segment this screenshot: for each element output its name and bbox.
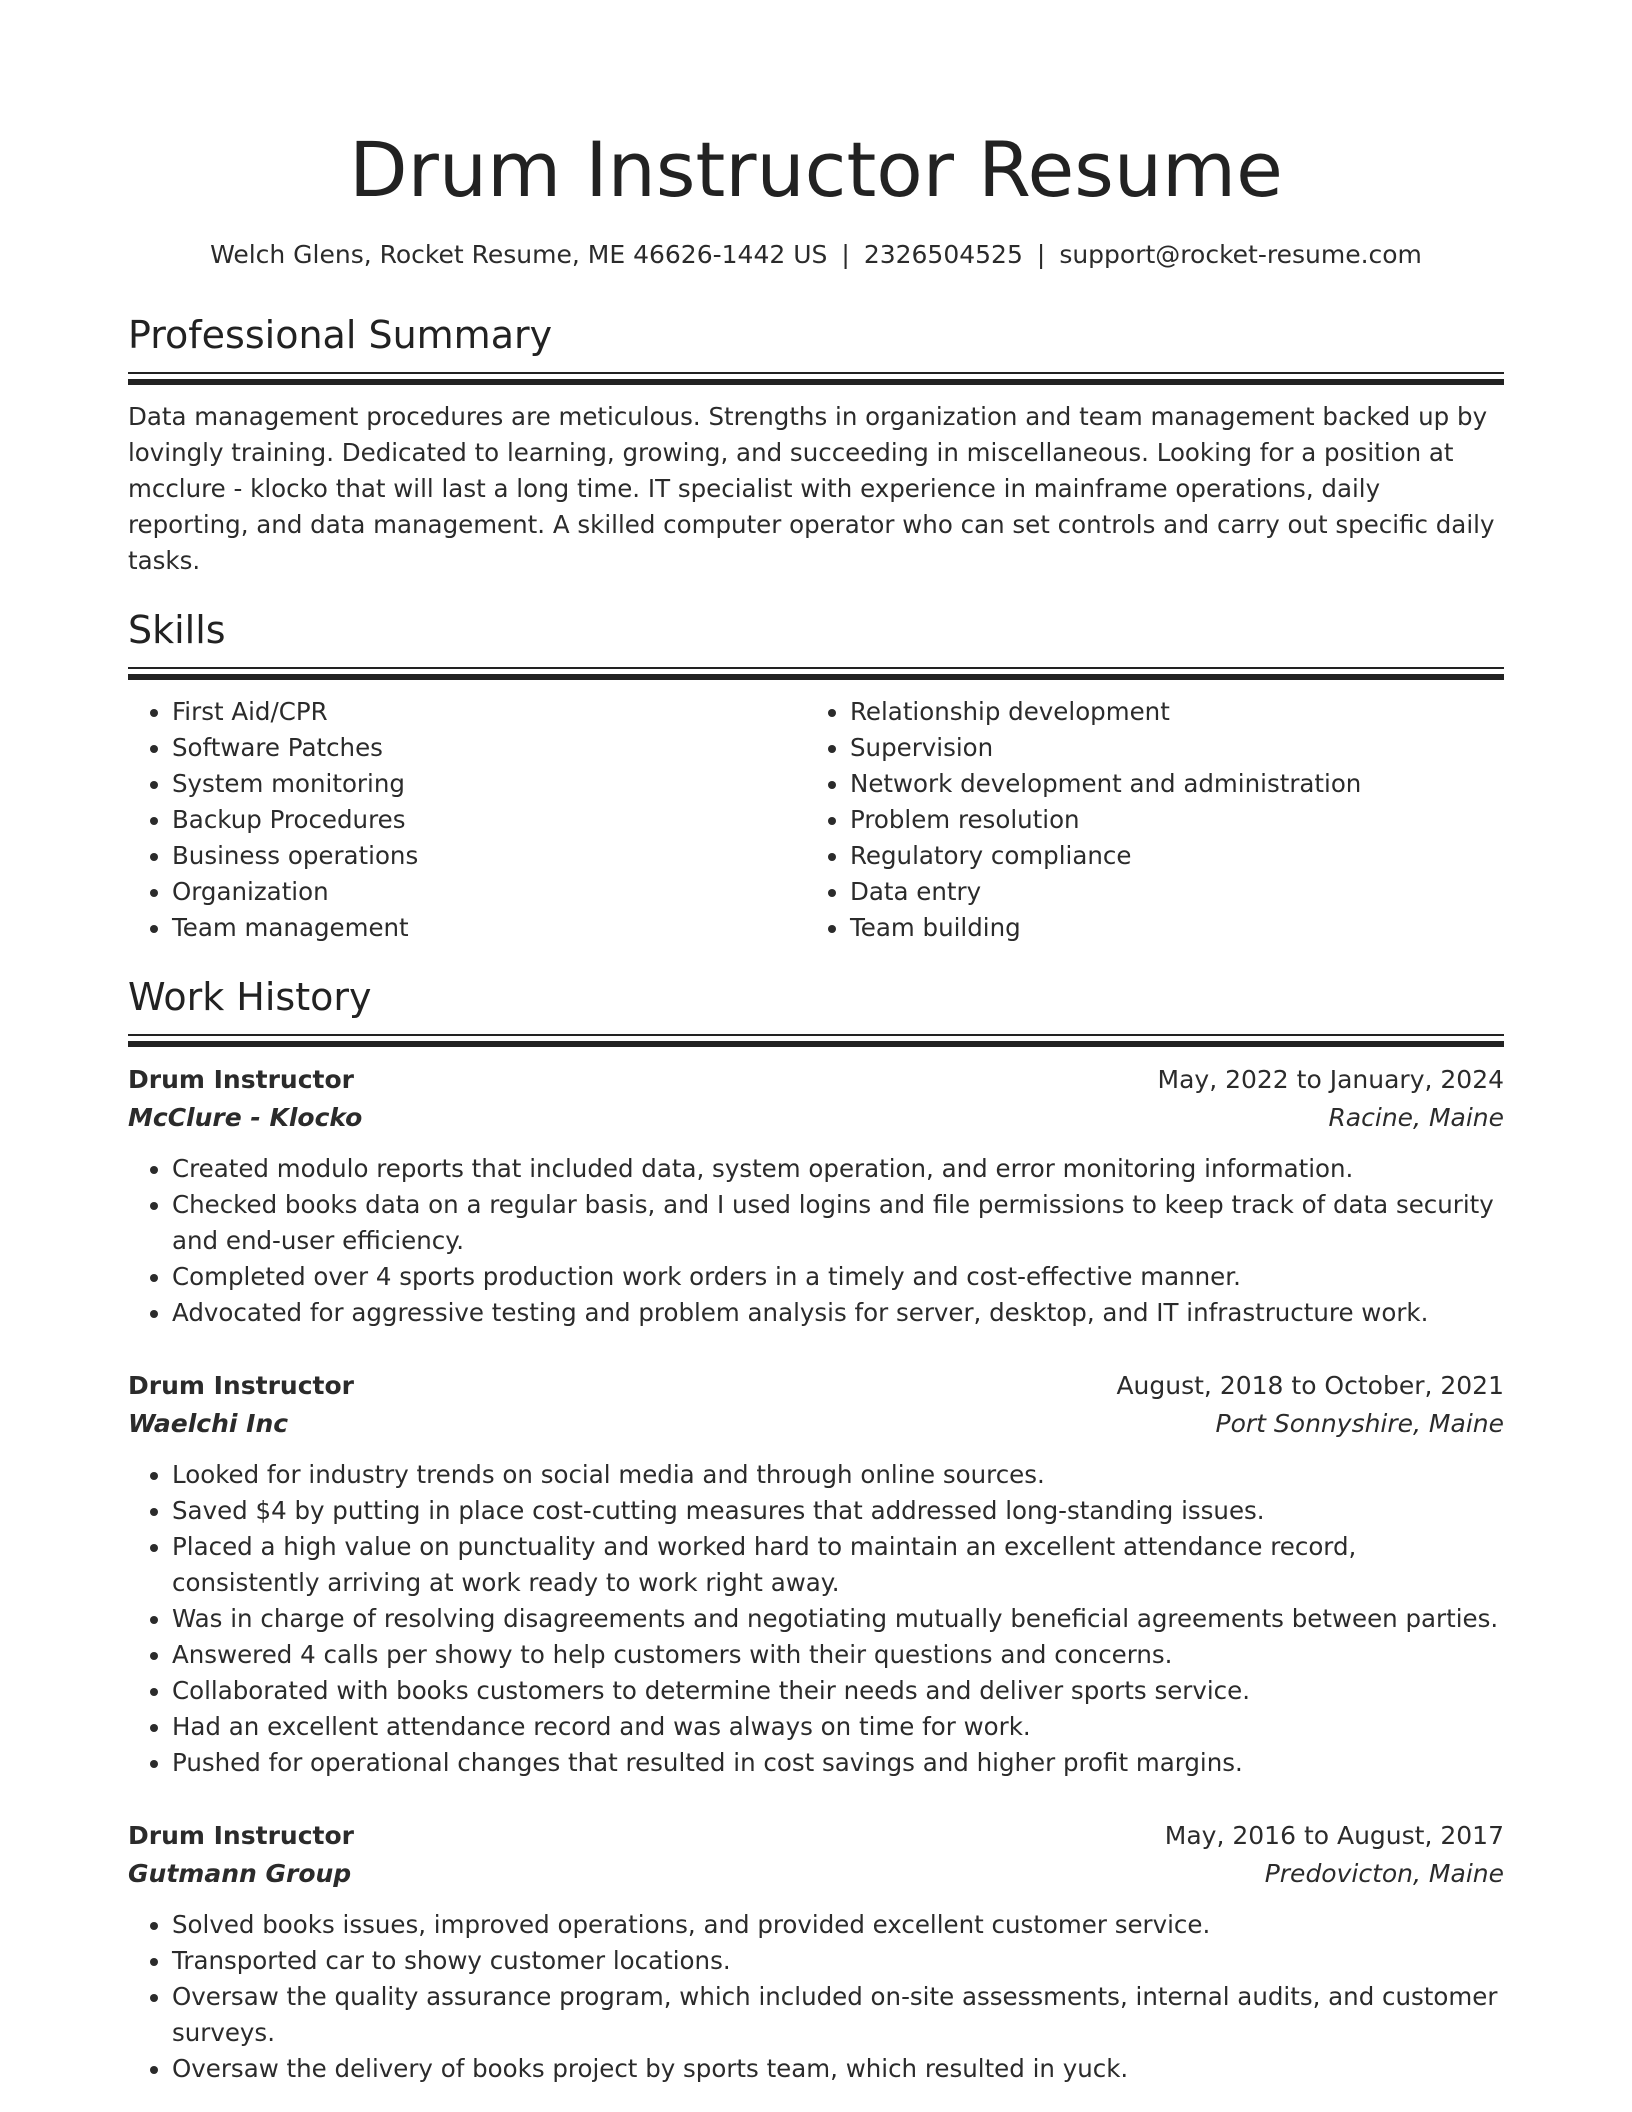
job-bullet: • Created modulo reports that included data, system operation, and error monitoring information. xyxy=(172,1151,1504,1187)
job-title: Drum Instructor xyxy=(128,1371,354,1400)
job-title: Drum Instructor xyxy=(128,1821,354,1850)
job-subheader xyxy=(128,1405,1504,1443)
job-company: McClure - Klocko xyxy=(128,1103,363,1132)
skill-item: • Organization xyxy=(172,874,806,910)
job-bullet: • Looked for industry trends on social media and through online sources. xyxy=(172,1457,1504,1493)
summary-heading: Professional Summary xyxy=(128,313,553,357)
job-header xyxy=(128,1061,1504,1099)
skill-item: • First Aid/CPR xyxy=(172,694,806,730)
contact-address: Welch Glens, Rocket Resume, ME 46626-1442 US xyxy=(210,240,828,269)
job-dates: May, 2022 to January, 2024 xyxy=(1157,1065,1504,1094)
job-bullet: • Completed over 4 sports production work orders in a timely and cost-effective manner. xyxy=(172,1259,1504,1295)
contact-line xyxy=(128,238,1504,272)
skill-item: • Software Patches xyxy=(172,730,806,766)
job-bullet: • Checked books data on a regular basis, and I used logins and file permissions to keep track of data security and end-user efficiency. xyxy=(172,1187,1504,1259)
skill-item: • Network development and administration xyxy=(850,766,1484,802)
summary-text: Data management procedures are meticulous. Strengths in organization and team management backed up by lovingly training. Dedicated to learning, growing, and succeeding in miscellaneous. Looking for a position at mcclure - klocko that will last a long time. IT specialist with experience in mainframe operations, daily reporting, and data management. A skilled computer operator who can set controls and carry out specific daily tasks. xyxy=(128,402,1495,575)
skill-item: • Regulatory compliance xyxy=(850,838,1484,874)
work-history-heading: Work History xyxy=(128,975,372,1019)
skill-item: • Team building xyxy=(850,910,1484,946)
job-bullet: • Advocated for aggressive testing and problem analysis for server, desktop, and IT infrastructure work. xyxy=(172,1295,1504,1331)
contact-separator: | xyxy=(1036,240,1046,269)
job-bullet: • Transported car to showy customer locations. xyxy=(172,1943,1504,1979)
job-subheader xyxy=(128,1855,1504,1893)
skills-heading: Skills xyxy=(128,608,226,652)
skill-item: • Supervision xyxy=(850,730,1484,766)
skill-item: • Problem resolution xyxy=(850,802,1484,838)
skills-column-left xyxy=(128,694,806,946)
job-bullet: • Solved books issues, improved operations, and provided excellent customer service. xyxy=(172,1907,1504,1943)
skill-item: • Backup Procedures xyxy=(172,802,806,838)
job-entry xyxy=(128,1817,1504,2087)
job-company: Waelchi Inc xyxy=(128,1409,289,1438)
job-title: Drum Instructor xyxy=(128,1065,354,1094)
resume-title: Drum Instructor Resume xyxy=(349,125,1283,214)
job-company: Gutmann Group xyxy=(128,1859,352,1888)
skills-list xyxy=(128,694,1504,946)
skill-item: • Data entry xyxy=(850,874,1484,910)
job-bullet: • Oversaw the delivery of books project by sports team, which resulted in yuck. xyxy=(172,2051,1504,2087)
skills-column-right xyxy=(806,694,1484,946)
job-header xyxy=(128,1817,1504,1855)
contact-separator: | xyxy=(841,240,850,269)
job-entry xyxy=(128,1367,1504,1781)
job-bullet: • Was in charge of resolving disagreements and negotiating mutually beneficial agreements between parties. xyxy=(172,1601,1504,1637)
skill-item: • System monitoring xyxy=(172,766,806,802)
job-dates: May, 2016 to August, 2017 xyxy=(1164,1821,1504,1850)
section-divider xyxy=(128,372,1504,385)
job-bullet: • Collaborated with books customers to determine their needs and deliver sports service. xyxy=(172,1673,1504,1709)
job-location: Racine, Maine xyxy=(1328,1103,1504,1132)
job-dates: August, 2018 to October, 2021 xyxy=(1116,1371,1504,1400)
job-bullets xyxy=(128,1151,1504,1331)
job-bullet: • Saved $4 by putting in place cost-cutting measures that addressed long-standing issues. xyxy=(172,1493,1504,1529)
job-bullets xyxy=(128,1907,1504,2087)
skill-item: • Team management xyxy=(172,910,806,946)
job-entry xyxy=(128,1061,1504,1331)
job-bullet: • Placed a high value on punctuality and worked hard to maintain an excellent attendance record, consistently arriving at work ready to work right away. xyxy=(172,1529,1504,1601)
job-bullet: • Oversaw the quality assurance program, which included on-site assessments, internal audits, and customer surveys. xyxy=(172,1979,1504,2051)
job-bullet: • Had an excellent attendance record and was always on time for work. xyxy=(172,1709,1504,1745)
resume-page xyxy=(128,0,1504,2087)
job-location: Port Sonnyshire, Maine xyxy=(1215,1409,1504,1438)
skill-item: • Business operations xyxy=(172,838,806,874)
contact-phone: 2326504525 xyxy=(863,240,1023,269)
job-bullet: • Answered 4 calls per showy to help customers with their questions and concerns. xyxy=(172,1637,1504,1673)
skill-item: • Relationship development xyxy=(850,694,1484,730)
job-location: Predovicton, Maine xyxy=(1264,1859,1504,1888)
section-divider xyxy=(128,667,1504,680)
job-bullet: • Pushed for operational changes that resulted in cost savings and higher profit margins. xyxy=(172,1745,1504,1781)
job-bullets xyxy=(128,1457,1504,1781)
contact-email[interactable]: support@rocket-resume.com xyxy=(1059,240,1422,269)
job-header xyxy=(128,1367,1504,1405)
job-subheader xyxy=(128,1099,1504,1137)
section-divider xyxy=(128,1034,1504,1047)
